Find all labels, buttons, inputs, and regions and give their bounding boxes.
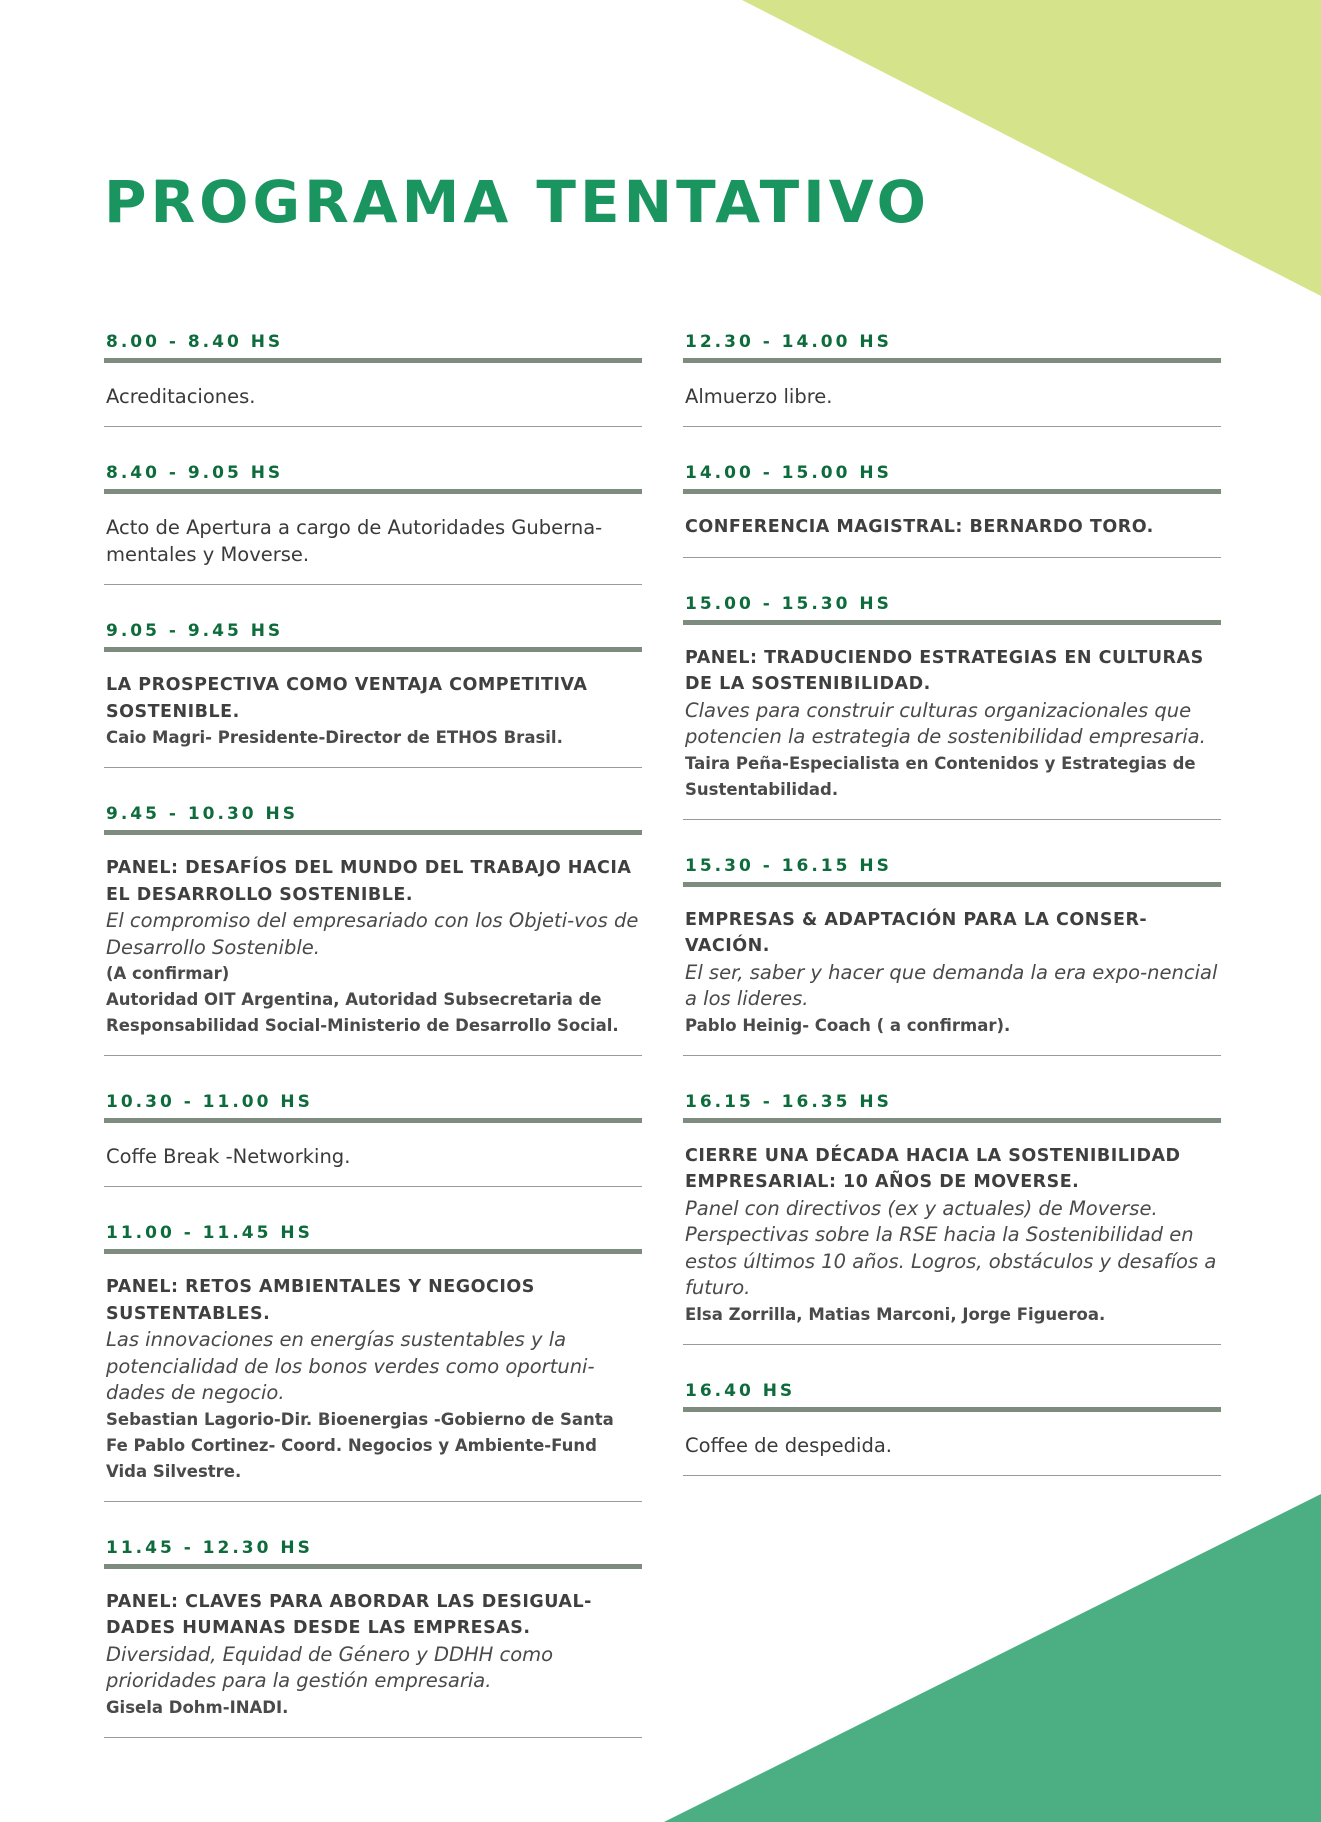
slot-gap [104,585,642,619]
slot-time: 14.00 - 15.00 HS [685,463,892,483]
left-column [104,330,642,1738]
schedule-slot [104,1090,642,1187]
slot-time: 9.05 - 9.45 HS [106,621,284,641]
slot-time: 9.45 - 10.30 HS [106,804,298,824]
lime-triangle-top-right [742,0,1321,296]
slot-heading: CIERRE UNA DÉCADA HACIA LA SOSTENIBILIDAD EMPRESARIAL: 10 AÑOS DE MOVERSE. [685,1145,1181,1192]
slot-content [104,494,642,584]
slot-gap [104,427,642,461]
slot-gap [104,1502,642,1536]
schedule-slot [104,330,642,427]
slot-separator [683,557,1221,558]
slot-separator [104,1055,642,1056]
slot-time: 12.30 - 14.00 HS [685,332,892,352]
slot-separator [683,1475,1221,1476]
slot-content [104,1569,642,1737]
slot-speakers: Sebastian Lagorio-Dir. Bioenergias -Gobierno de Santa Fe Pablo Cortinez- Coord. Negocios y Ambiente-Fund Vida Silvestre. [106,1409,614,1481]
slot-subtitle: Diversidad, Equidad de Género y DDHH como prioridades para la gestión empresaria. [106,1642,554,1692]
slot-speakers: Gisela Dohm-INADI. [106,1697,289,1717]
slot-heading: PANEL: DESAFÍOS DEL MUNDO DEL TRABAJO HACIA EL DESARROLLO SOSTENIBLE. [106,858,632,905]
slot-content [104,363,642,426]
slot-time: 15.00 - 15.30 HS [685,593,892,614]
slot-subtitle: Claves para construir culturas organizacionales que potencien la estrategia de sostenibilidad empresaria. [685,698,1206,748]
slot-time: 15.30 - 16.15 HS [685,855,892,876]
slot-description: Coffe Break -Networking. [106,1145,351,1168]
slot-separator [104,767,642,768]
slot-separator [683,819,1221,820]
slot-heading: LA PROSPECTIVA COMO VENTAJA COMPETITIVA SOSTENIBLE. [106,675,588,722]
green-triangle-bottom-right [664,1494,1321,1822]
schedule-slot [104,619,642,768]
slot-note: (A confirmar) [106,964,230,983]
slot-separator [683,1055,1221,1056]
slot-speakers: Elsa Zorrilla, Matias Marconi, Jorge Figueroa. [685,1304,1106,1324]
slot-speakers: Autoridad OIT Argentina, Autoridad Subsecretaria de Responsabilidad Social-Ministerio de Desarrollo Social. [106,990,619,1035]
slot-gap [683,558,1221,592]
schedule-slot [104,461,642,585]
slot-gap [683,1345,1221,1379]
slot-content [683,1123,1221,1344]
slot-gap [683,427,1221,461]
slot-separator [104,1737,642,1738]
slot-content [104,1254,642,1501]
slot-time: 11.00 - 11.45 HS [106,1223,313,1243]
slot-separator [104,426,642,427]
slot-separator [104,584,642,585]
slot-gap [104,768,642,802]
slot-gap [104,1187,642,1221]
slot-separator [683,426,1221,427]
slot-separator [104,1186,642,1187]
slot-time: 16.15 - 16.35 HS [685,1091,892,1112]
slot-content [104,1123,642,1186]
slot-speakers: Pablo Heinig- Coach ( a confirmar). [685,1015,1011,1035]
schedule-slot [683,592,1221,820]
slot-subtitle: El compromiso del empresariado con los Objeti-vos de Desarrollo Sostenible. [106,909,639,959]
slot-gap [683,1056,1221,1090]
schedule-slot [683,1090,1221,1345]
slot-gap [683,820,1221,854]
slot-description: Acreditaciones. [106,385,256,408]
slot-subtitle: Panel con directivos (ex y actuales) de Moverse. Perspectivas sobre la RSE hacia la Sostenibilidad en estos últimos 10 años. Logros, obstáculos y desafíos a futuro. [685,1196,1217,1299]
slot-speakers: Taira Peña-Especialista en Contenidos y Estrategias de Sustentabilidad. [685,753,1196,799]
slot-speakers: Caio Magri- Presidente-Director de ETHOS Brasil. [106,728,563,747]
slot-description: Coffee de despedida. [685,1433,892,1457]
schedule-slot [104,802,642,1056]
slot-heading: PANEL: RETOS AMBIENTALES Y NEGOCIOS SUSTENTABLES. [106,1277,535,1324]
slot-heading: EMPRESAS & ADAPTACIÓN PARA LA CONSER-VACIÓN. [685,909,1148,956]
slot-content [683,363,1221,426]
slot-separator [104,1501,642,1502]
slot-time: 16.40 HS [685,1380,796,1401]
schedule-slot [104,1536,642,1738]
schedule-slot [683,330,1221,427]
slot-subtitle: El ser, saber y hacer que demanda la era expo-nencial a los lideres. [685,960,1218,1010]
schedule-slot [683,1379,1221,1476]
slot-content [683,494,1221,557]
page-title: PROGRAMA TENTATIVO [104,168,930,236]
slot-content [683,887,1221,1055]
slot-time: 10.30 - 11.00 HS [106,1092,313,1112]
slot-heading: PANEL: CLAVES PARA ABORDAR LAS DESIGUAL-DADES HUMANAS DESDE LAS EMPRESAS. [106,1591,592,1638]
slot-description: Almuerzo libre. [685,385,833,408]
schedule-slot [683,461,1221,558]
slot-separator [683,1344,1221,1345]
slot-time: 8.00 - 8.40 HS [106,332,284,352]
schedule-slot [683,854,1221,1056]
slot-content [683,625,1221,819]
slot-description: Acto de Apertura a cargo de Autoridades Guberna-mentales y Moverse. [106,516,603,566]
slot-content [104,652,642,767]
right-column [683,330,1221,1476]
slot-subtitle: Las innovaciones en energías sustentables y la potencialidad de los bonos verdes como oportuni-dades de negocio. [106,1328,595,1404]
slot-content [104,835,642,1055]
slot-gap [104,1056,642,1090]
slot-time: 8.40 - 9.05 HS [106,463,284,483]
schedule-slot [104,1221,642,1502]
slot-heading: CONFERENCIA MAGISTRAL: BERNARDO TORO. [685,517,1154,537]
slot-heading: PANEL: TRADUCIENDO ESTRATEGIAS EN CULTURAS DE LA SOSTENIBILIDAD. [685,647,1204,694]
slot-content [683,1412,1221,1475]
slot-time: 11.45 - 12.30 HS [106,1537,313,1558]
